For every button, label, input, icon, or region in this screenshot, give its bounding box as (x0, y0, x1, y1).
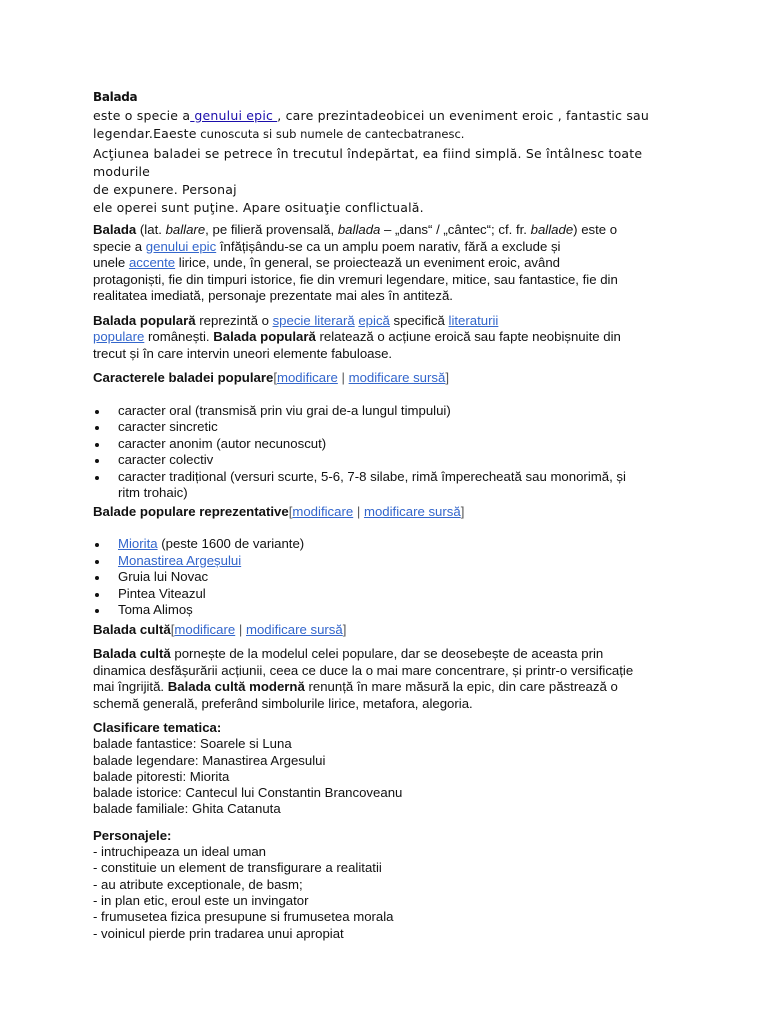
populare-link[interactable]: populare (93, 329, 145, 344)
miorita-link[interactable]: Miorita (118, 536, 158, 551)
clasificare-heading: Clasificare tematica: (93, 720, 222, 735)
list-item-text: caracter anonim (autor necunoscut) (118, 435, 327, 451)
section-title: Balade populare reprezentative (93, 503, 289, 519)
intro-line: ele operei sunt puţine. Apare osituaţie conflictuală. (93, 200, 424, 215)
list-item (93, 436, 683, 453)
separator: | (235, 621, 246, 637)
list-item (93, 452, 683, 469)
genului-epic-link[interactable]: genului epic (190, 108, 278, 123)
text: românești. (144, 329, 214, 344)
text: unele (93, 255, 129, 270)
reprezentative-list (93, 536, 683, 619)
culta-paragraph (93, 646, 683, 712)
text-line (93, 222, 683, 239)
epica-link[interactable]: epică (358, 312, 390, 328)
bullet-icon (95, 426, 99, 430)
text-line: - constituie un element de transfigurare a realitatii (93, 860, 382, 876)
list-item-text: caracter oral (transmisă prin viu grai de-a lungul timpului) (118, 402, 451, 418)
definition-paragraph (93, 222, 683, 305)
text: pornește de la modelul celei populare, dar se deosebește de aceasta prin (170, 646, 604, 661)
edit-link[interactable]: modificare (276, 370, 338, 385)
bullet-icon (95, 459, 99, 463)
edit-source-link[interactable]: modificare sursă (245, 621, 343, 637)
specie-literara-link[interactable]: specie literară (272, 312, 355, 328)
text-line: realitatea imediată, personaje prezentate mai ales în antiteză. (93, 288, 453, 303)
text-line: balade fantastice: Soarele si Luna (93, 736, 292, 752)
text: reprezintă o (195, 312, 273, 328)
list-item (93, 536, 683, 553)
intro-section (93, 88, 683, 217)
list-item-text: Toma Alimoș (118, 602, 193, 617)
document-body (93, 88, 683, 942)
text-line: protagoniști, fie din timpuri istorice, fie din vremuri legendare, mitice, sau fantastice, fie din (93, 271, 618, 287)
text-line: - frumusetea fizica presupune si frumusetea morala (93, 909, 394, 925)
text-line: trecut și în care intervin uneori elemente fabuloase. (93, 345, 393, 361)
text: renunță în mare măsură la epic, din care păstrează o (304, 679, 618, 694)
list-item-text: Gruia lui Novac (118, 569, 209, 584)
text: înfățișându-se ca un amplu poem narativ, fără a exclude și (216, 238, 561, 254)
text: – „dans“ / „cântec“; cf. fr. (380, 222, 531, 237)
list-item (93, 469, 683, 502)
list-item (93, 419, 683, 436)
intro-line: modurile (93, 164, 151, 179)
intro-text: , care prezintadeobicei un eveniment eroic , fantastic sau (277, 108, 650, 123)
text-line: balade familiale: Ghita Catanuta (93, 801, 281, 817)
text-line: dinamica desfășurării acțiunii, ceea ce duce la o mai mare concentrare, și printr-o versificație (93, 662, 634, 678)
accente-link[interactable]: accente (128, 255, 176, 270)
list-item-text: caracter tradițional (versuri scurte, 5-6, 7-8 silabe, rimă împerecheată sau monorimă, și (118, 468, 626, 484)
text-line (93, 313, 683, 330)
list-item (93, 403, 683, 420)
bold-term: Balada cultă modernă (167, 679, 305, 694)
text-line (93, 329, 683, 346)
intro-line: Acţiunea baladei se petrece în trecutul îndepărtat, ea fiind simplă. Se întâlnesc toate (93, 146, 643, 161)
text: (lat. (136, 222, 166, 237)
list-item (93, 602, 683, 619)
bold-term: Balada populară (93, 312, 196, 328)
text: specie a (93, 238, 146, 254)
bracket: [ (288, 503, 293, 519)
italic-term: ballare (165, 222, 206, 237)
list-item (93, 586, 683, 603)
separator: | (337, 370, 349, 385)
text-line: - in plan etic, eroul este un invingator (93, 892, 309, 908)
bullet-icon (95, 543, 99, 547)
list-item-text: ritm trohaic) (118, 485, 188, 500)
separator: | (353, 503, 364, 519)
bracket: ] (342, 621, 347, 637)
bullet-icon (95, 609, 99, 613)
bullet-icon (95, 410, 99, 414)
list-item-text: caracter sincretic (118, 419, 218, 434)
section-heading-caractere (93, 370, 683, 387)
intro-text: legendar.Eaeste (93, 126, 197, 141)
text-line: balade pitoresti: Miorita (93, 768, 230, 784)
list-item-text: (peste 1600 de variante) (157, 536, 305, 551)
text-line: balade legendare: Manastirea Argesului (93, 752, 326, 768)
list-item-text: caracter colectiv (118, 452, 214, 467)
intro-title: Balada (93, 90, 138, 104)
text: specifică (389, 312, 449, 328)
edit-source-link[interactable]: modificare sursă (363, 503, 461, 519)
text-line: schemă generală, preferând simbolurile lirice, metafora, alegoria. (93, 695, 473, 711)
intro-line (93, 125, 683, 143)
section-heading-culta (93, 622, 683, 639)
bracket: [ (273, 370, 277, 385)
edit-source-link[interactable]: modificare sursă (348, 370, 446, 385)
heading-line (93, 370, 683, 387)
bracket: ] (445, 370, 450, 385)
genului-epic-link[interactable]: genului epic (145, 238, 217, 254)
text-line: - intruchipeaza un ideal uman (93, 844, 267, 860)
list-item (93, 553, 683, 570)
edit-link[interactable]: modificare (292, 503, 354, 519)
intro-line (93, 107, 683, 125)
text-line: balade istorice: Cantecul lui Constantin Brancoveanu (93, 785, 403, 801)
bracket: [ (170, 621, 175, 637)
bullet-icon (95, 476, 99, 480)
personajele-section (93, 828, 683, 942)
bullet-icon (95, 576, 99, 580)
text: lirice, unde, în general, se proiectează un eveniment eroic, având (175, 255, 561, 270)
italic-term: ballade (530, 222, 574, 237)
bullet-icon (95, 443, 99, 447)
caractere-list (93, 403, 683, 502)
section-title: Balada cultă (93, 621, 171, 637)
bullet-icon (95, 593, 99, 597)
text: ) este o (573, 222, 618, 237)
bracket: ] (460, 503, 465, 519)
bold-term: Balada populară (213, 329, 316, 344)
clasificare-section (93, 720, 683, 818)
text-line (93, 239, 683, 256)
manastirea-link[interactable]: Monastirea Argeșului (118, 552, 242, 568)
bullet-icon (95, 560, 99, 564)
text: , pe filieră provensală, (205, 222, 338, 237)
heading-line (93, 504, 683, 521)
list-item-text: Pintea Viteazul (118, 585, 206, 601)
popular-paragraph (93, 313, 683, 363)
text-line (93, 255, 683, 272)
intro-line: de expunere. Personaj (93, 182, 237, 197)
intro-text: cunoscuta si sub numele de cantecbatranesc. (196, 127, 465, 141)
italic-term: ballada (337, 222, 381, 237)
section-heading-reprezentative (93, 504, 683, 521)
intro-text: este o specie a (93, 108, 191, 123)
edit-link[interactable]: modificare (174, 621, 236, 637)
section-title: Caracterele baladei populare (93, 370, 274, 385)
bold-term: Balada (93, 222, 137, 237)
bold-term: Balada cultă (93, 646, 171, 661)
text: relatează o acțiune eroică sau fapte neobișnuite din (315, 329, 621, 344)
personajele-heading: Personajele: (93, 827, 172, 843)
literaturii-link[interactable]: literaturii (448, 312, 499, 328)
list-item (93, 569, 683, 586)
text: mai îngrijită. (93, 679, 168, 694)
text-line: - voinicul pierde prin tradarea unui apropiat (93, 925, 344, 941)
text-line: - au atribute exceptionale, de basm; (93, 876, 303, 892)
heading-line (93, 622, 683, 639)
text-line (93, 646, 683, 663)
text-line (93, 679, 683, 696)
